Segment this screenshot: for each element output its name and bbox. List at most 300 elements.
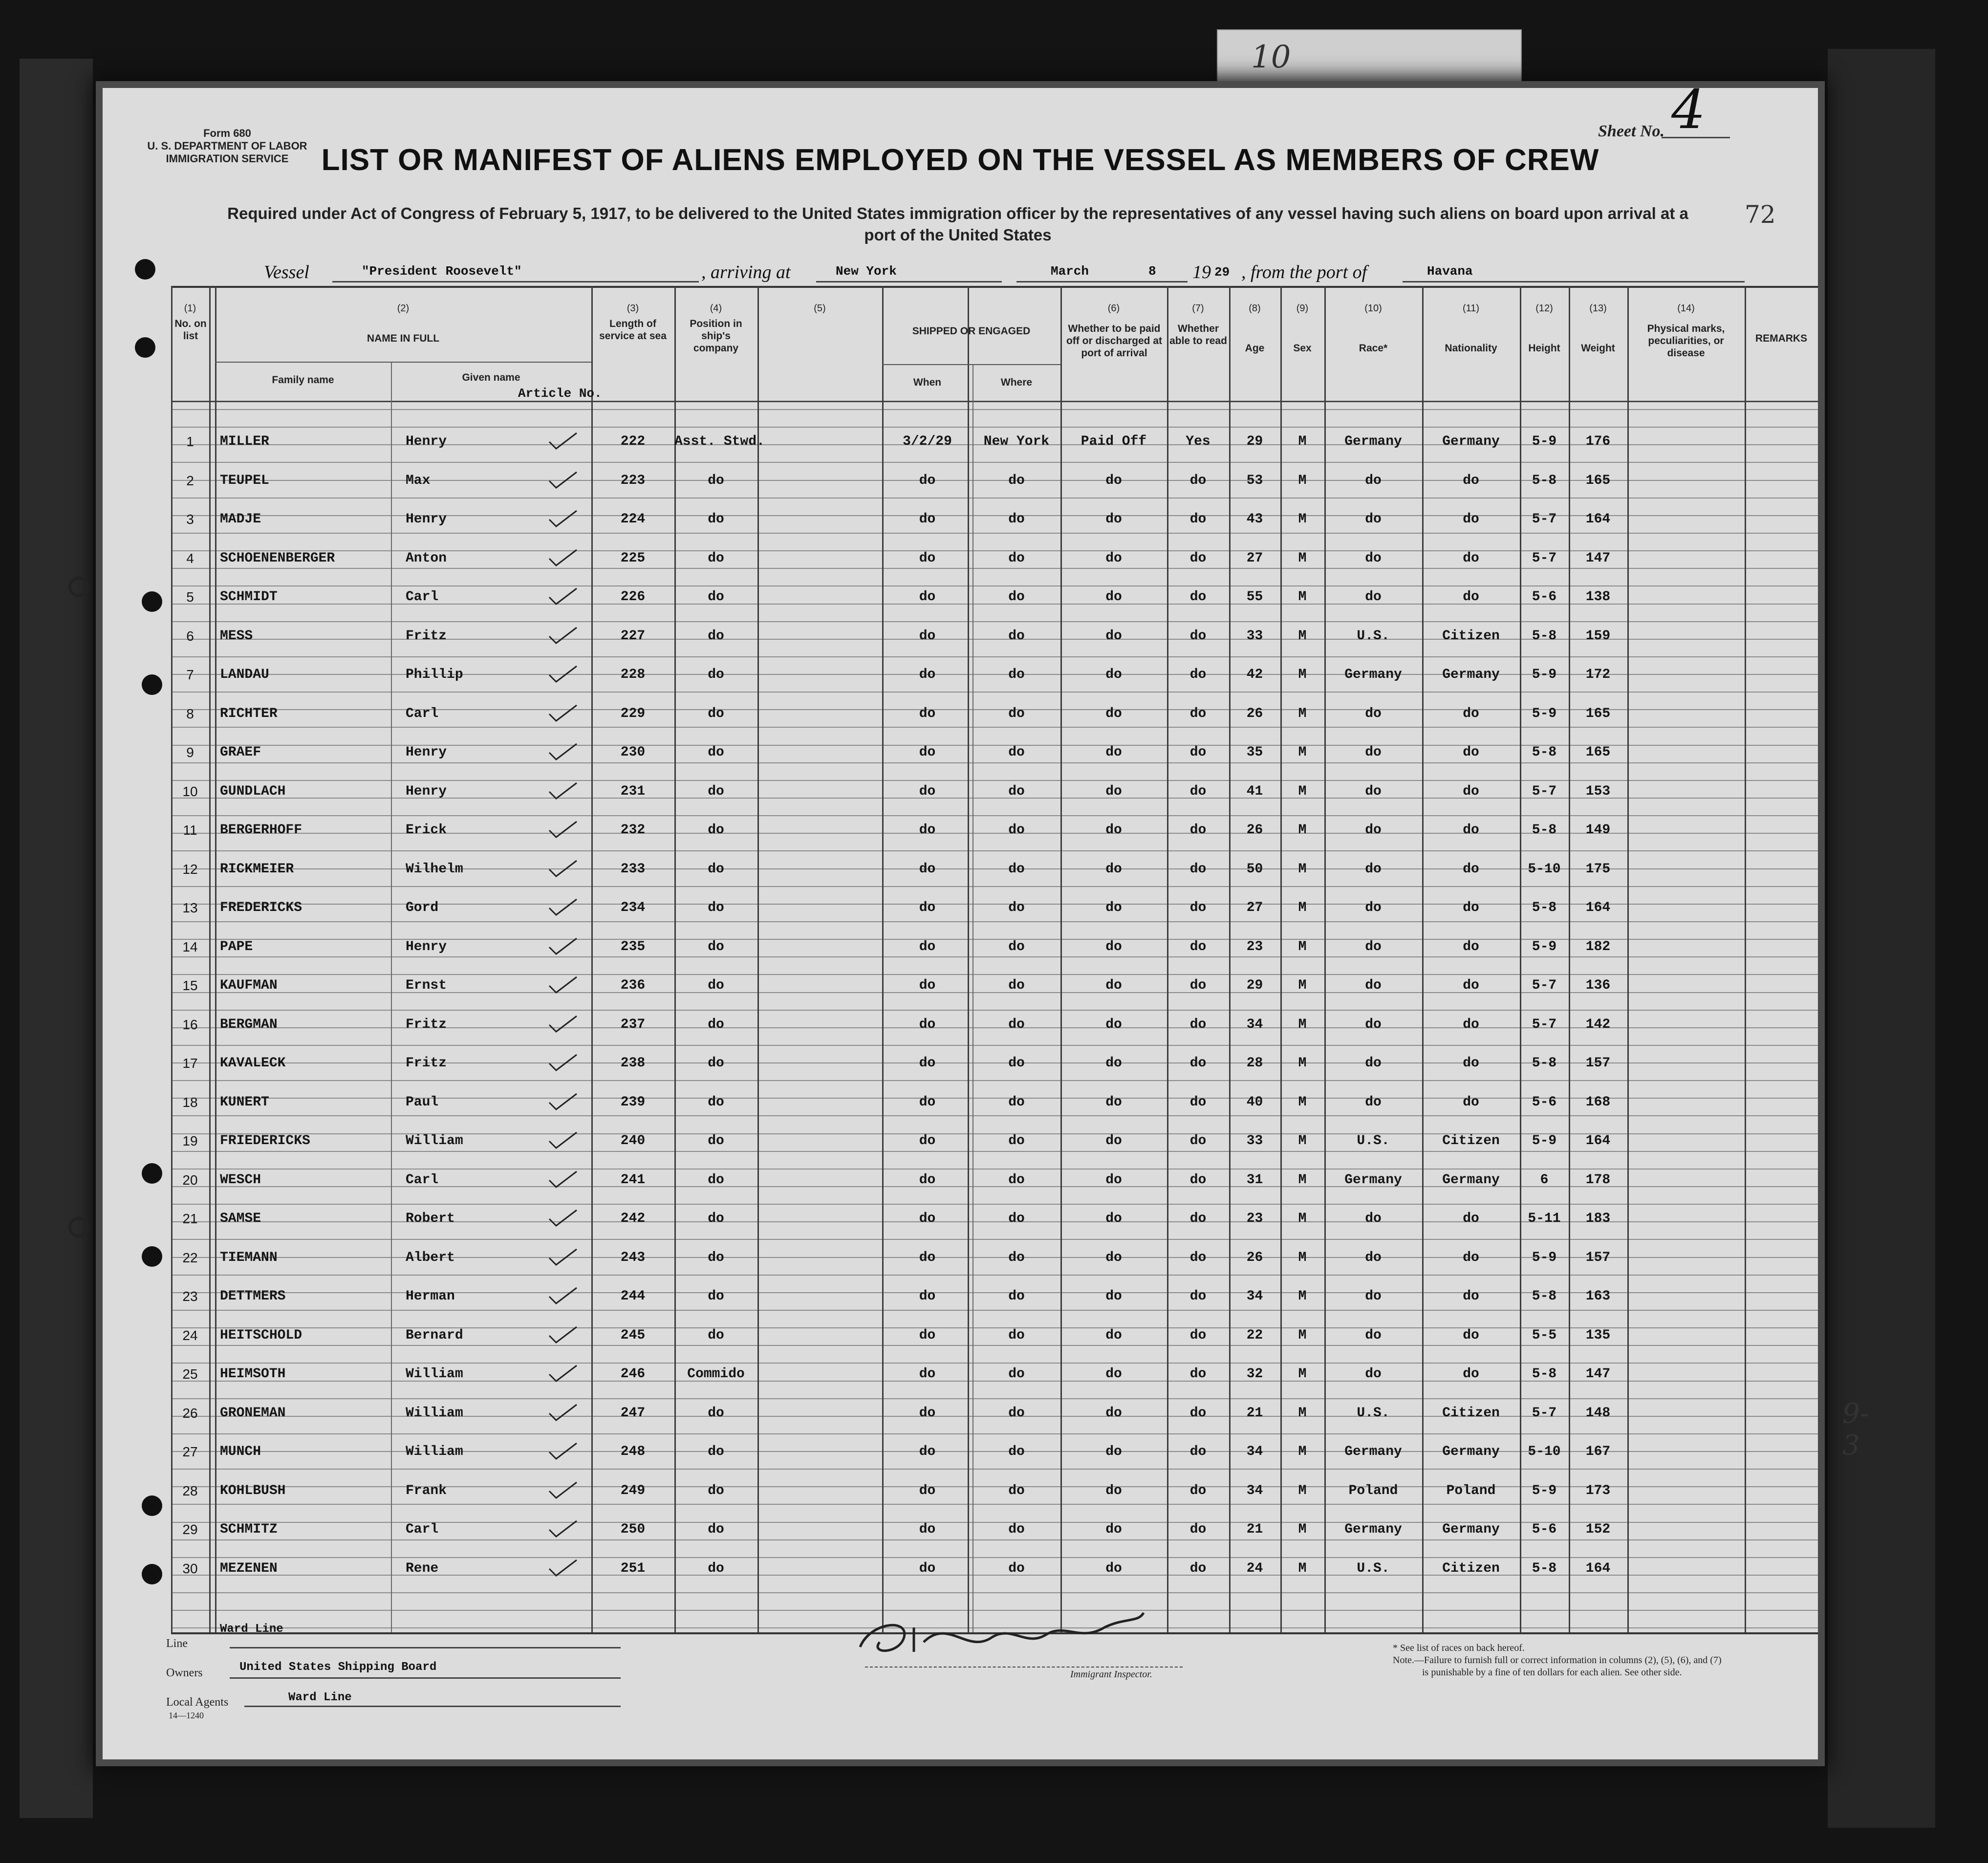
check-mark-icon [547, 431, 579, 451]
binder-ring [68, 577, 89, 597]
form-id: Form 680 [203, 127, 251, 139]
table-row [103, 1474, 1818, 1514]
weight: 178 [1585, 1172, 1611, 1188]
race: do [1365, 1289, 1382, 1304]
agents-value: Ward Line [288, 1691, 352, 1704]
article-number: 234 [620, 900, 646, 915]
height: 5-7 [1532, 551, 1557, 566]
sex: M [1298, 823, 1307, 838]
manifest-sheet [103, 78, 1869, 1759]
row-number: 25 [182, 1366, 198, 1382]
weight: 136 [1585, 978, 1611, 993]
race: Germany [1344, 434, 1402, 449]
race: do [1365, 823, 1382, 838]
sex: M [1298, 667, 1307, 682]
sex: M [1298, 1017, 1307, 1032]
given-name: Henry [406, 512, 447, 527]
given-name: Rene [406, 1561, 439, 1576]
shipped-where: do [1008, 512, 1025, 527]
sex: M [1298, 1133, 1307, 1148]
shipped-when: do [919, 1328, 936, 1343]
height: 5-9 [1532, 706, 1557, 721]
shipped-where: do [1008, 1133, 1025, 1148]
table-row [103, 425, 1818, 464]
shipped-where: do [1008, 784, 1025, 799]
race: do [1365, 978, 1382, 993]
able-to-read: do [1189, 1522, 1207, 1537]
height: 5-6 [1532, 1095, 1557, 1110]
col7-header: Whether able to read [1169, 323, 1227, 347]
race: do [1365, 1328, 1382, 1343]
race: do [1365, 551, 1382, 566]
family-name: DETTMERS [220, 1289, 286, 1304]
age: 41 [1246, 784, 1263, 799]
table-row [103, 891, 1818, 931]
sex: M [1298, 473, 1307, 488]
check-mark-icon [547, 1480, 579, 1500]
table-row [103, 1280, 1818, 1319]
row-number: 17 [182, 1056, 198, 1071]
article-number: 232 [620, 823, 646, 838]
col3-header: Length of service at sea [599, 318, 667, 342]
race: U.S. [1357, 1406, 1390, 1421]
article-number: 237 [620, 1017, 646, 1032]
able-to-read: do [1189, 706, 1207, 721]
nationality: do [1463, 900, 1479, 915]
family-name-header: Family name [272, 374, 334, 386]
height: 5-9 [1532, 1483, 1557, 1498]
row-number: 16 [182, 1017, 198, 1032]
age: 23 [1246, 1211, 1263, 1226]
family-name: HEITSCHOLD [220, 1328, 303, 1343]
age: 26 [1246, 1250, 1263, 1265]
col14-header: Physical marks, peculiarities, or disease [1647, 323, 1725, 359]
paid-off: do [1105, 939, 1122, 954]
given-name: Fritz [406, 628, 447, 644]
row-number: 4 [186, 551, 194, 566]
weight: 159 [1585, 628, 1611, 644]
height: 5-8 [1532, 1289, 1557, 1304]
sheet-no-label: Sheet No. [1598, 122, 1664, 140]
page-title: LIST OR MANIFEST OF ALIENS EMPLOYED ON THE VESSEL AS MEMBERS OF CREW [321, 143, 1599, 177]
paid-off: do [1105, 1522, 1122, 1537]
position: Asst. Stwd. [674, 434, 765, 449]
family-name: FREDERICKS [220, 900, 303, 915]
table-row [103, 464, 1818, 503]
nationality: do [1463, 1056, 1479, 1071]
family-name: BERGMAN [220, 1017, 278, 1032]
check-mark-icon [547, 1170, 579, 1189]
corner-number: 72 [1745, 200, 1776, 229]
paid-off: do [1105, 823, 1122, 838]
height: 5-8 [1532, 823, 1557, 838]
inspector-label: Immigrant Inspector. [1070, 1669, 1152, 1680]
age: 35 [1246, 745, 1263, 760]
race: do [1365, 473, 1382, 488]
height: 5-8 [1532, 745, 1557, 760]
weight: 157 [1585, 1056, 1611, 1071]
check-mark-icon [547, 1286, 579, 1305]
article-number: 233 [620, 862, 646, 877]
shipped-where: do [1008, 1483, 1025, 1498]
race: do [1365, 1366, 1382, 1382]
shipped-where: do [1008, 862, 1025, 877]
article-number: 224 [620, 512, 646, 527]
shipped-when-header: When [913, 377, 942, 388]
able-to-read: do [1189, 1406, 1207, 1421]
table-row [103, 1008, 1818, 1047]
nationality: Germany [1442, 667, 1500, 682]
year-label: 19 [1192, 262, 1211, 282]
position: do [708, 1095, 724, 1110]
able-to-read: do [1189, 1095, 1207, 1110]
shipped-when: do [919, 473, 936, 488]
height: 5-9 [1532, 434, 1557, 449]
footnote-3: is punishable by a fine of ten dollars for each alien. See other side. [1422, 1667, 1682, 1678]
race: Germany [1344, 1444, 1402, 1459]
race: U.S. [1357, 628, 1390, 644]
sex: M [1298, 1056, 1307, 1071]
agents-underline [244, 1706, 621, 1707]
race: do [1365, 589, 1382, 605]
race: do [1365, 862, 1382, 877]
able-to-read: do [1189, 1211, 1207, 1226]
paid-off: do [1105, 589, 1122, 605]
shipped-when: do [919, 667, 936, 682]
shipped-where-header: Where [1000, 377, 1033, 388]
position: do [708, 900, 724, 915]
table-row [103, 1513, 1818, 1552]
race: Germany [1344, 667, 1402, 682]
age: 42 [1246, 667, 1263, 682]
able-to-read: Yes [1186, 434, 1210, 449]
paid-off: do [1105, 1561, 1122, 1576]
paid-off: do [1105, 1366, 1122, 1382]
paid-off: do [1105, 784, 1122, 799]
shipped-where: do [1008, 900, 1025, 915]
weight: 175 [1585, 862, 1611, 877]
margin-note-top: 10 [1251, 39, 1291, 75]
weight: 142 [1585, 1017, 1611, 1032]
family-name: TEUPEL [220, 473, 269, 488]
sex: M [1298, 1211, 1307, 1226]
row-number: 22 [182, 1250, 198, 1265]
article-number: 242 [620, 1211, 646, 1226]
family-name: MEZENEN [220, 1561, 278, 1576]
row-number: 1 [186, 434, 194, 449]
article-number: 236 [620, 978, 646, 993]
position: do [708, 1522, 724, 1537]
check-mark-icon [547, 936, 579, 956]
sex: M [1298, 1561, 1307, 1576]
height: 5-7 [1532, 1406, 1557, 1421]
shipped-when: do [919, 939, 936, 954]
age: 21 [1246, 1522, 1263, 1537]
table-row [103, 1164, 1818, 1203]
able-to-read: do [1189, 1328, 1207, 1343]
paid-off: do [1105, 1133, 1122, 1148]
given-name: Phillip [406, 667, 463, 682]
paid-off: do [1105, 1328, 1122, 1343]
check-mark-icon [547, 1247, 579, 1267]
owners-value: United States Shipping Board [239, 1661, 437, 1674]
given-name: Albert [406, 1250, 455, 1265]
given-name: Carl [406, 706, 439, 721]
race: do [1365, 1211, 1382, 1226]
shipped-when: do [919, 551, 936, 566]
arrival-year: 29 [1214, 265, 1230, 280]
table-row [103, 1397, 1818, 1436]
height: 5-7 [1532, 784, 1557, 799]
footnotes [1393, 1642, 1722, 1679]
row-number: 9 [186, 745, 194, 760]
position: do [708, 551, 724, 566]
article-number: 241 [620, 1172, 646, 1188]
position: do [708, 1017, 724, 1032]
position: do [708, 473, 724, 488]
table-row [103, 620, 1818, 659]
col4-number: (4) [710, 303, 722, 314]
nationality: Germany [1442, 1444, 1500, 1459]
shipped-where: do [1008, 473, 1025, 488]
check-mark-icon [547, 509, 579, 528]
shipped-where: do [1008, 1406, 1025, 1421]
sex: M [1298, 862, 1307, 877]
race: do [1365, 1017, 1382, 1032]
shipped-when: do [919, 1444, 936, 1459]
article-number: 251 [620, 1561, 646, 1576]
nationality: Germany [1442, 1522, 1500, 1537]
family-name: KAVALECK [220, 1056, 286, 1071]
sex: M [1298, 784, 1307, 799]
position: do [708, 745, 724, 760]
article-number: 247 [620, 1406, 646, 1421]
nationality: Germany [1442, 434, 1500, 449]
col11-number: (11) [1462, 303, 1480, 314]
check-mark-icon [547, 1441, 579, 1461]
sex: M [1298, 1250, 1307, 1265]
race: do [1365, 1250, 1382, 1265]
given-name: Robert [406, 1211, 455, 1226]
nationality: do [1463, 1095, 1479, 1110]
paid-off: do [1105, 1289, 1122, 1304]
sex: M [1298, 1444, 1307, 1459]
nationality: Germany [1442, 1172, 1500, 1188]
given-name: Henry [406, 434, 447, 449]
shipped-where: do [1008, 667, 1025, 682]
race: U.S. [1357, 1133, 1390, 1148]
shipped-when: do [919, 745, 936, 760]
article-number: 227 [620, 628, 646, 644]
shipped-when: do [919, 1522, 936, 1537]
family-name: FRIEDERICKS [220, 1133, 310, 1148]
row-number: 28 [182, 1483, 198, 1498]
nationality: do [1463, 1250, 1479, 1265]
shipped-where: do [1008, 1289, 1025, 1304]
table-row [103, 1358, 1818, 1397]
given-name: Anton [406, 551, 447, 566]
nationality: do [1463, 978, 1479, 993]
family-name: BERGERHOFF [220, 823, 303, 838]
height: 5-5 [1532, 1328, 1557, 1343]
row-number: 19 [182, 1133, 198, 1148]
nationality: do [1463, 823, 1479, 838]
row-number: 23 [182, 1289, 198, 1304]
check-mark-icon [547, 703, 579, 723]
paid-off: do [1105, 900, 1122, 915]
given-name: Henry [406, 939, 447, 954]
form-code: 14—1240 [169, 1711, 204, 1720]
weight: 165 [1585, 473, 1611, 488]
position: do [708, 706, 724, 721]
age: 50 [1246, 862, 1263, 877]
row-number: 15 [182, 978, 198, 993]
sex: M [1298, 551, 1307, 566]
shipped-where: do [1008, 978, 1025, 993]
nationality: Citizen [1442, 1561, 1500, 1576]
paid-off: do [1105, 1250, 1122, 1265]
shipped-where: do [1008, 1095, 1025, 1110]
given-name: William [406, 1366, 463, 1382]
race: do [1365, 512, 1382, 527]
able-to-read: do [1189, 551, 1207, 566]
article-number: 225 [620, 551, 646, 566]
position: do [708, 1483, 724, 1498]
check-mark-icon [547, 859, 579, 878]
table-row [103, 1552, 1818, 1591]
position: do [708, 784, 724, 799]
sex: M [1298, 1095, 1307, 1110]
able-to-read: do [1189, 1017, 1207, 1032]
height: 5-9 [1532, 1250, 1557, 1265]
position: do [708, 1250, 724, 1265]
nationality: do [1463, 1328, 1479, 1343]
family-name: MESS [220, 628, 253, 644]
row-number: 13 [182, 900, 198, 915]
col6-number: (6) [1107, 303, 1120, 314]
nationality: do [1463, 551, 1479, 566]
row-number: 6 [186, 628, 194, 644]
family-name: MILLER [220, 434, 269, 449]
position: do [708, 1056, 724, 1071]
given-name: Henry [406, 745, 447, 760]
able-to-read: do [1189, 978, 1207, 993]
scan-border-left [20, 59, 93, 1818]
family-name: RICKMEIER [220, 862, 294, 877]
col8-number: (8) [1249, 303, 1261, 314]
shipped-when: do [919, 628, 936, 644]
paid-off: do [1105, 628, 1122, 644]
given-name: Ernst [406, 978, 447, 993]
col6-header: Whether to be paid off or discharged at port of arrival [1066, 323, 1163, 359]
position: do [708, 862, 724, 877]
age: 43 [1246, 512, 1263, 527]
row-number: 3 [186, 512, 194, 527]
table-row [103, 814, 1818, 853]
family-name: MUNCH [220, 1444, 261, 1459]
article-number: 240 [620, 1133, 646, 1148]
paid-off: do [1105, 1017, 1122, 1032]
able-to-read: do [1189, 784, 1207, 799]
height: 5-8 [1532, 1366, 1557, 1382]
article-number: 246 [620, 1366, 646, 1382]
shipped-when: do [919, 1095, 936, 1110]
family-name: SAMSE [220, 1211, 261, 1226]
position: do [708, 589, 724, 605]
position: do [708, 1211, 724, 1226]
given-name: William [406, 1133, 463, 1148]
table-row [103, 503, 1818, 542]
able-to-read: do [1189, 745, 1207, 760]
row-number: 8 [186, 706, 194, 721]
col5-header: SHIPPED OR ENGAGED [912, 325, 1031, 337]
given-name: Wilhelm [406, 862, 463, 877]
family-name: PAPE [220, 939, 253, 954]
table-row [103, 697, 1818, 737]
col2-number: (2) [397, 303, 410, 314]
position: do [708, 1328, 724, 1343]
paid-off: do [1105, 1444, 1122, 1459]
weight: 149 [1585, 823, 1611, 838]
row-number: 10 [182, 784, 198, 799]
table-row [103, 1047, 1818, 1086]
row-number: 11 [183, 823, 197, 838]
table-row [103, 1086, 1818, 1125]
height: 5-11 [1528, 1211, 1561, 1226]
given-name: Fritz [406, 1017, 447, 1032]
col11-header: Nationality [1445, 343, 1497, 354]
paid-off: do [1105, 706, 1122, 721]
sex: M [1298, 1366, 1307, 1382]
article-number: 249 [620, 1483, 646, 1498]
weight: 153 [1585, 784, 1611, 799]
margin-note-side: 9-3 [1842, 1398, 1869, 1461]
check-mark-icon [547, 742, 579, 761]
age: 29 [1246, 978, 1263, 993]
able-to-read: do [1189, 1250, 1207, 1265]
row-number: 24 [182, 1328, 198, 1343]
weight: 138 [1585, 589, 1611, 605]
weight: 164 [1585, 1561, 1611, 1576]
able-to-read: do [1189, 1444, 1207, 1459]
sex: M [1298, 939, 1307, 954]
article-number: 238 [620, 1056, 646, 1071]
shipped-when: do [919, 1366, 936, 1382]
col10-header: Race* [1359, 343, 1388, 354]
able-to-read: do [1189, 862, 1207, 877]
col3-number: (3) [627, 303, 639, 314]
sex: M [1298, 628, 1307, 644]
table-row [103, 736, 1818, 775]
height: 5-6 [1532, 589, 1557, 605]
shipped-when: do [919, 1056, 936, 1071]
agents-label: Local Agents [166, 1696, 229, 1709]
table-row [103, 542, 1818, 581]
age: 27 [1246, 900, 1263, 915]
table-row [103, 1319, 1818, 1358]
race: do [1365, 706, 1382, 721]
sex: M [1298, 1289, 1307, 1304]
scan-border-right [1828, 49, 1935, 1828]
age: 31 [1246, 1172, 1263, 1188]
shipped-when: 3/2/29 [903, 434, 952, 449]
family-name: HEIMSOTH [220, 1366, 286, 1382]
paid-off: do [1105, 1483, 1122, 1498]
position: do [708, 628, 724, 644]
race: Germany [1344, 1172, 1402, 1188]
able-to-read: do [1189, 1483, 1207, 1498]
arrival-month: March [1051, 264, 1089, 279]
